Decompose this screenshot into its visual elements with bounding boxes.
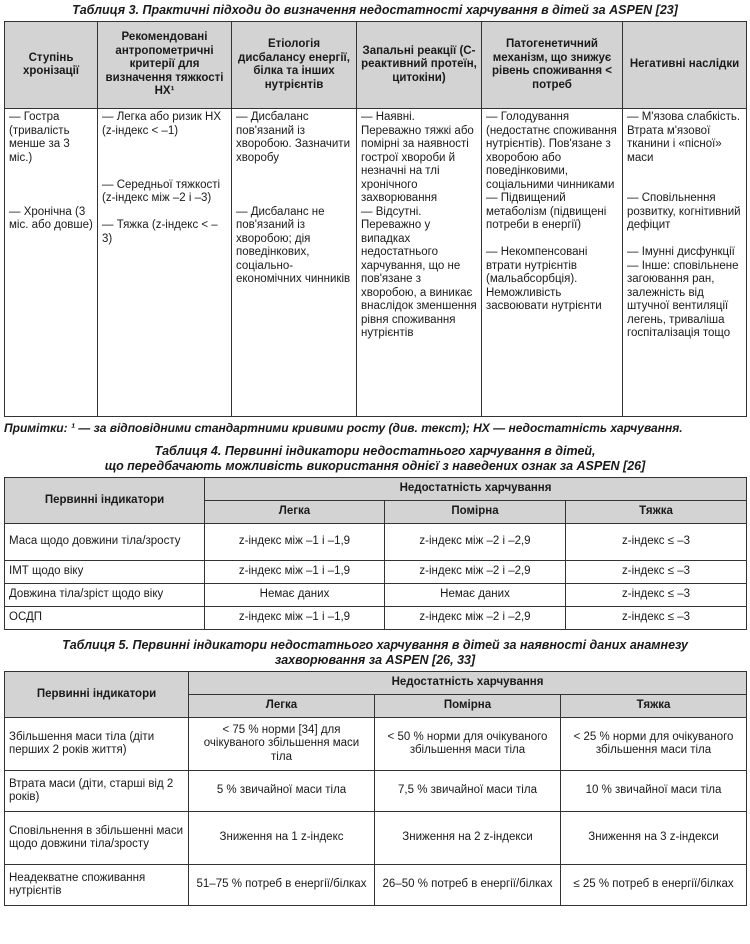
table-row — [5, 524, 747, 561]
document-page — [0, 3, 750, 906]
table5-cell: 7,5 % звичайної маси тіла — [375, 771, 561, 812]
table3-cell-text: — Наявні. Переважно тяжкі або помірні за наявності гострої хвороби й незначні на тлі хронічного захворювання — Відсутні. Переважно у випадках недостатнього харчування, що не пов'язане з хворобою, а виникає внаслідок зменшення рівня споживання нутрієнтів — [361, 111, 477, 339]
table3-note: Примітки: ¹ — за відповідними стандартними кривими росту (див. текст); НХ — недостатність харчування. — [4, 421, 683, 435]
table-row — [5, 865, 747, 906]
table4-cell: z-індекс між –2 і –2,9 — [385, 561, 566, 584]
table4-cell: z-індекс ≤ –3 — [566, 524, 747, 561]
table3-cell-consequences — [623, 109, 747, 417]
table4-cell: z-індекс між –2 і –2,9 — [385, 524, 566, 561]
table4-cell: z-індекс ≤ –3 — [566, 561, 747, 584]
table-row — [5, 812, 747, 865]
table5-cell: 5 % звичайної маси тіла — [189, 771, 375, 812]
table4-header-indicators: Первинні індикатори — [5, 478, 205, 524]
table4-row-label: Довжина тіла/зріст щодо віку — [5, 584, 205, 607]
table3-cell-etiology — [232, 109, 357, 417]
table3-header-cell: Етіологія дисбалансу енергії, білка та інших нутрієнтів — [232, 22, 357, 109]
table3-cell-text: — Голодування (недостатнє споживання нутрієнтів). Пов'язане з хворобою або поведінковими, соціальними чинниками — Підвищений метаболізм (підвищені потреби в енергії) — Некомпенсовані втрати нутрієнтів (мальабсорбція). Неможливість засвоювати нутрієнти — [486, 111, 617, 312]
table-row — [5, 561, 747, 584]
table5-cell: 26–50 % потреб в енергії/білках — [375, 865, 561, 906]
table4-header-severe: Тяжка — [566, 501, 747, 524]
table5 — [4, 671, 747, 906]
table3-header-cell: Рекомендовані антропометричні критерії для визначення тяжкості НХ¹ — [98, 22, 232, 109]
table5-cell: < 25 % норми для очікуваного збільшення маси тіла — [561, 718, 747, 771]
table3-body-row — [5, 109, 747, 417]
table4-header-group: Недостатність харчування — [205, 478, 747, 501]
table3-cell-text: — Гостра (тривалість менше за 3 міс.) — Хронічна (3 міс. або довше) — [9, 111, 93, 231]
table5-cell: ≤ 25 % потреб в енергії/білках — [561, 865, 747, 906]
table5-cell: < 75 % норми [34] для очікуваного збільшення маси тіла — [189, 718, 375, 771]
table5-caption-line2: захворювання за ASPEN [26, 33] — [274, 653, 476, 667]
table5-header-indicators: Первинні індикатори — [5, 672, 189, 718]
table4-row-label: ІМТ щодо віку — [5, 561, 205, 584]
table5-header-moderate: Помірна — [375, 695, 561, 718]
table3-header-cell: Патогенетичний механізм, що знижує рівень споживання < потреб — [482, 22, 623, 109]
table4-row-label: Маса щодо довжини тіла/зросту — [5, 524, 205, 561]
table4-cell: z-індекс між –1 і –1,9 — [205, 607, 385, 630]
table4-cell: z-індекс між –1 і –1,9 — [205, 524, 385, 561]
table5-row-label: Сповільнення в збільшенні маси щодо довжини тіла/зросту — [5, 812, 189, 865]
table5-cell: 10 % звичайної маси тіла — [561, 771, 747, 812]
table5-cell: < 50 % норми для очікуваного збільшення маси тіла — [375, 718, 561, 771]
table4-caption-line1: Таблиця 4. Первинні індикатори недостатнього харчування в дітей, — [154, 444, 596, 458]
table3-header-row — [5, 22, 747, 109]
table5-header-row — [5, 672, 747, 695]
table5-cell: 51–75 % потреб в енергії/білках — [189, 865, 375, 906]
table4-cell: Немає даних — [205, 584, 385, 607]
table3-cell-mechanism — [482, 109, 623, 417]
table-row — [5, 718, 747, 771]
table3 — [4, 21, 747, 417]
table5-header-mild: Легка — [189, 695, 375, 718]
table4-header-row — [5, 478, 747, 501]
table3-caption: Таблиця 3. Практичні підходи до визначення недостатності харчування в дітей за ASPEN [23] — [72, 3, 678, 17]
table5-cell: Зниження на 2 z-індекси — [375, 812, 561, 865]
table4-header-mild: Легка — [205, 501, 385, 524]
table4-cell: z-індекс між –1 і –1,9 — [205, 561, 385, 584]
table5-row-label: Втрата маси (діти, старші від 2 років) — [5, 771, 189, 812]
table5-header-group: Недостатність харчування — [189, 672, 747, 695]
table3-cell-criteria — [98, 109, 232, 417]
table4-cell: z-індекс ≤ –3 — [566, 584, 747, 607]
table-row — [5, 771, 747, 812]
table4-cell: Немає даних — [385, 584, 566, 607]
table4-row-label: ОСДП — [5, 607, 205, 630]
table5-row-label: Неадекватне споживання нутрієнтів — [5, 865, 189, 906]
table3-cell-inflammation — [357, 109, 482, 417]
table5-row-label: Збільшення маси тіла (діти перших 2 років життя) — [5, 718, 189, 771]
table3-cell-text: — М'язова слабкість. Втрата м'язової тканини і «пісної» маси — Сповільнення розвитку, когнітивний дефіцит — Імунні дисфункції — Інше: сповільнене загоювання ран, залежність від штучної вентиляції легень, триваліша госпіталізація тощо — [627, 111, 741, 339]
table5-header-severe: Тяжка — [561, 695, 747, 718]
table3-header-cell: Ступінь хронізації — [5, 22, 98, 109]
table3-header-cell: Негативні наслідки — [623, 22, 747, 109]
table4-caption-line2: що передбачають можливість використання однієї з наведених ознак за ASPEN [26] — [104, 459, 646, 473]
table3-cell-text: — Легка або ризик НХ (z-індекс < –1) — Середньої тяжкості (z-індекс між –2 і –3) — Тяжка (z-індекс < –3) — [102, 111, 221, 245]
table5-caption-line1: Таблиця 5. Первинні індикатори недостатнього харчування в дітей за наявності даних анамнезу — [62, 638, 688, 652]
table3-cell-text: — Дисбаланс пов'язаний із хворобою. Зазначити хворобу — Дисбаланс не пов'язаний із хворобою; дія поведінкових, соціально-економічних чинників — [236, 111, 351, 285]
table4-cell: z-індекс між –2 і –2,9 — [385, 607, 566, 630]
table3-header-cell: Запальні реакції (С-реактивний протеїн, цитокіни) — [357, 22, 482, 109]
table4-cell: z-індекс ≤ –3 — [566, 607, 747, 630]
table-row — [5, 584, 747, 607]
table5-cell: Зниження на 1 z-індекс — [189, 812, 375, 865]
table3-cell-chronicity — [5, 109, 98, 417]
table5-cell: Зниження на 3 z-індекси — [561, 812, 747, 865]
table4 — [4, 477, 747, 630]
table4-header-moderate: Помірна — [385, 501, 566, 524]
table-row — [5, 607, 747, 630]
